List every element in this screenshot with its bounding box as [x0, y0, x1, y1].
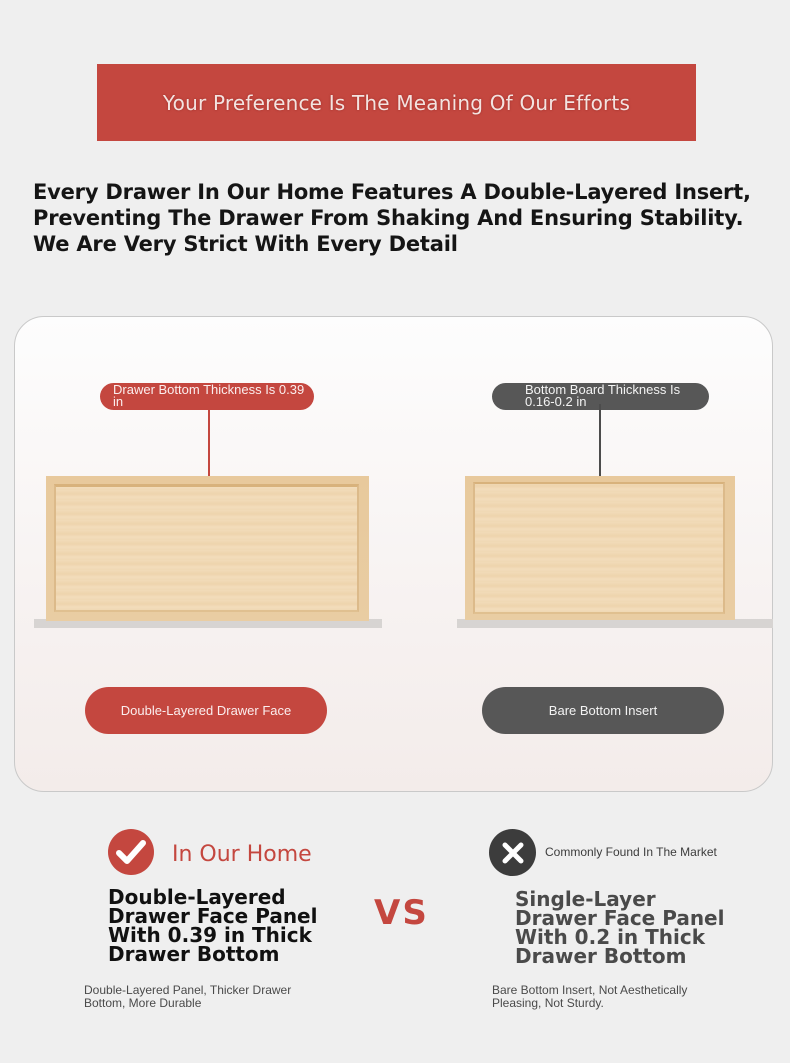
bare-bottom-button-label: Bare Bottom Insert	[548, 703, 658, 718]
double-layered-button-label: Double-Layered Drawer Face	[120, 703, 292, 718]
market-title: Commonly Found In The Market	[545, 845, 717, 859]
check-icon	[108, 829, 154, 875]
right-thickness-label: Bottom Board Thickness Is 0.16-0.2 in	[492, 383, 709, 410]
market-note: Bare Bottom Insert, Not Aesthetically Pleasing, Not Sturdy.	[492, 983, 688, 1010]
our-home-title: In Our Home	[172, 842, 312, 867]
right-drawer-shadow	[457, 619, 773, 628]
top-banner	[97, 64, 696, 141]
double-layered-drawer-face-button[interactable]	[85, 687, 327, 734]
our-home-note: Double-Layered Panel, Thicker Drawer Bottom, More Durable	[84, 983, 292, 1010]
bare-bottom-insert-button[interactable]	[482, 687, 724, 734]
headline-text: Every Drawer In Our Home Features A Double-Layered Insert, Preventing The Drawer From Shaking And Ensuring Stability. We Are Very Strict With Every Detail	[33, 180, 751, 256]
x-icon	[489, 829, 536, 876]
market-description: Single-Layer Drawer Face Panel With 0.2 in Thick Drawer Bottom	[515, 887, 725, 968]
left-drawer-image	[46, 476, 369, 621]
vs-label: VS	[374, 893, 429, 933]
banner-text: Your Preference Is The Meaning Of Our Efforts	[162, 90, 631, 115]
right-drawer-image	[465, 476, 735, 620]
left-thickness-label: Drawer Bottom Thickness Is 0.39 in	[100, 383, 314, 410]
our-home-description: Double-Layered Drawer Face Panel With 0.39 in Thick Drawer Bottom	[108, 885, 318, 966]
